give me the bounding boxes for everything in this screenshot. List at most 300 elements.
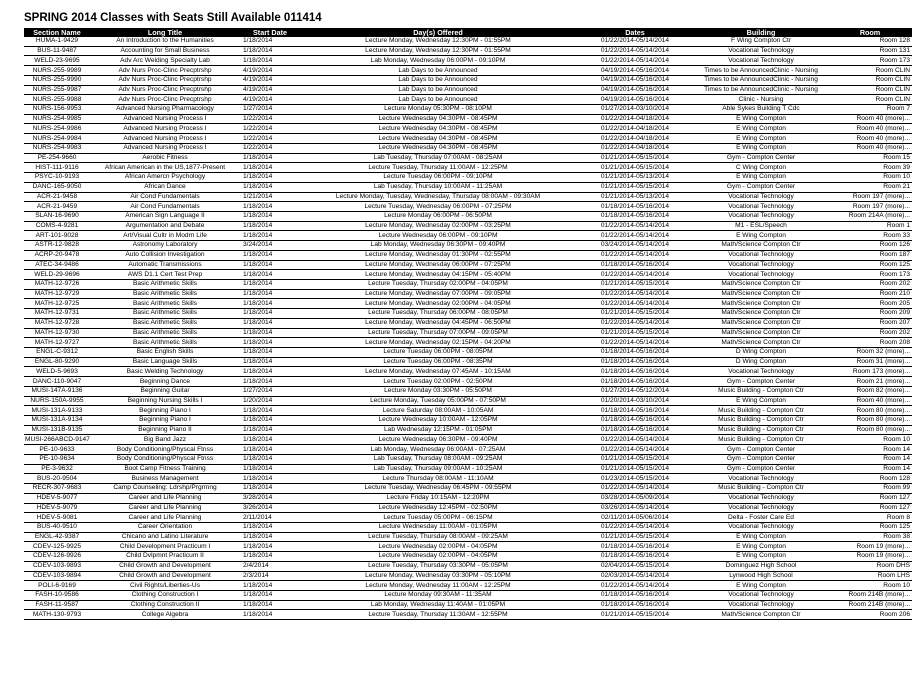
room-cell: Room 131 [828, 46, 912, 56]
dates-cell: 01/21/2014-05/15/2014 [576, 309, 694, 319]
dates-cell: 01/21/2014-05/15/2014 [576, 279, 694, 289]
section-name-cell: NURS-254-9984 [24, 134, 90, 144]
room-cell: Room 173 [828, 56, 912, 66]
start-date-cell: 1/18/2014 [240, 250, 300, 260]
start-date-cell: 1/18/2014 [240, 163, 300, 173]
long-title-cell: Basic Arithmetic Skills [90, 309, 240, 319]
table-row [24, 124, 912, 134]
dates-cell: 01/18/2014-05/16/2014 [576, 600, 694, 610]
table-row [24, 192, 912, 202]
section-name-cell: MATH-12-9729 [24, 289, 90, 299]
days-offered-cell: Lecture Monday, Wednesday 07:00PM - 09:05PM [300, 289, 576, 299]
dates-cell: 01/18/2014-05/16/2014 [576, 357, 694, 367]
dates-cell: 01/21/2014-05/15/2014 [576, 153, 694, 163]
dates-cell: 04/19/2014-05/16/2014 [576, 75, 694, 85]
room-cell: Room 209 [828, 309, 912, 319]
dates-cell: 01/22/2014-05/14/2014 [576, 581, 694, 591]
building-cell: Math/Science Compton Ctr [694, 610, 828, 620]
room-cell: Room 40 (more)... [828, 124, 912, 134]
building-cell: Math/Science Compton Ctr [694, 241, 828, 251]
long-title-cell: An Introduction to the Humanities [90, 37, 240, 46]
days-offered-cell: Lecture Monday, Tuesday 05:00PM - 07:50PM [300, 396, 576, 406]
section-name-cell: ENGL-42-9387 [24, 532, 90, 542]
days-offered-cell: Lecture Monday, Wednesday 02:00PM - 03:25PM [300, 221, 576, 231]
building-cell: E Wing Compton [694, 143, 828, 153]
start-date-cell: 1/18/2014 [240, 279, 300, 289]
section-name-cell: MUSI-131A-9134 [24, 416, 90, 426]
long-title-cell: Adv Nurs Proc-Clinc Precptrshp [90, 85, 240, 95]
room-cell: Room 197 (more)... [828, 192, 912, 202]
room-cell: Room 40 (more)... [828, 396, 912, 406]
building-cell: E Wing Compton [694, 114, 828, 124]
start-date-cell: 1/21/2014 [240, 192, 300, 202]
building-cell: E Wing Compton [694, 134, 828, 144]
start-date-cell: 1/18/2014 [240, 590, 300, 600]
building-cell: Vocational Technology [694, 503, 828, 513]
section-name-cell: BUS-40-9510 [24, 522, 90, 532]
start-date-cell: 2/11/2014 [240, 513, 300, 523]
section-name-cell: SLAN-16-9690 [24, 211, 90, 221]
section-name-cell: ACRP-20-9478 [24, 250, 90, 260]
start-date-cell: 1/18/2014 [240, 309, 300, 319]
section-name-cell: PE-254-9660 [24, 153, 90, 163]
building-cell: Clinic - Nursing [694, 95, 828, 105]
building-cell: E Wing Compton [694, 542, 828, 552]
long-title-cell: Advanced Nursing Process I [90, 134, 240, 144]
section-name-cell: MATH-12-9727 [24, 338, 90, 348]
dates-cell: 01/22/2014-05/14/2014 [576, 338, 694, 348]
long-title-cell: Adv Nurs Proc-Clinc Precptrshp [90, 75, 240, 85]
days-offered-cell: Lecture Wednesday 04:30PM - 08:45PM [300, 124, 576, 134]
table-row [24, 445, 912, 455]
dates-cell: 01/18/2014-05/16/2014 [576, 367, 694, 377]
long-title-cell: Basic Arithmetic Skills [90, 328, 240, 338]
dates-cell: 01/21/2014-05/15/2014 [576, 454, 694, 464]
days-offered-cell: Lab Wednesday 12:15PM - 01:05PM [300, 425, 576, 435]
building-cell: Math/Science Compton Ctr [694, 309, 828, 319]
long-title-cell: Advanced Nursing Process I [90, 114, 240, 124]
long-title-cell: Chicano and Latino Literature [90, 532, 240, 542]
section-name-cell: BUS-20-9504 [24, 474, 90, 484]
dates-cell: 01/18/2014-05/16/2014 [576, 590, 694, 600]
days-offered-cell: Lecture Monday 03:30PM - 05:50PM [300, 386, 576, 396]
dates-cell: 01/18/2014-05/16/2014 [576, 542, 694, 552]
dates-cell: 01/18/2014-05/16/2014 [576, 406, 694, 416]
table-row [24, 318, 912, 328]
section-name-cell: HDEV-5-9079 [24, 503, 90, 513]
dates-cell: 01/22/2014-04/18/2014 [576, 134, 694, 144]
start-date-cell: 1/18/2014 [240, 445, 300, 455]
room-cell: Room 21 [828, 182, 912, 192]
start-date-cell: 1/18/2014 [240, 221, 300, 231]
section-name-cell: DANC-110-9047 [24, 377, 90, 387]
long-title-cell: Basic Language Skills [90, 357, 240, 367]
dates-cell: 01/22/2014-05/14/2014 [576, 318, 694, 328]
room-cell: Room CLIN [828, 75, 912, 85]
start-date-cell: 4/19/2014 [240, 66, 300, 76]
long-title-cell: Auto Collision Investigation [90, 250, 240, 260]
long-title-cell: Career Orientation [90, 522, 240, 532]
section-name-cell: WELD-23-9695 [24, 56, 90, 66]
room-cell: Room 80 (more)... [828, 416, 912, 426]
building-cell: Vocational Technology [694, 202, 828, 212]
section-name-cell: NURS-255-9989 [24, 66, 90, 76]
building-cell: Vocational Technology [694, 56, 828, 66]
building-cell: Vocational Technology [694, 250, 828, 260]
dates-cell: 01/21/2014-05/15/2014 [576, 328, 694, 338]
section-name-cell: NURS-254-9983 [24, 143, 90, 153]
section-name-cell: MATH-12-9726 [24, 279, 90, 289]
table-row [24, 46, 912, 56]
long-title-cell: Clothing Construction I [90, 590, 240, 600]
room-cell: Room 126 [828, 241, 912, 251]
days-offered-cell: Lecture Wednesday 10:00AM - 12:05PM [300, 416, 576, 426]
long-title-cell: Advanced Nursing Pharmacology [90, 105, 240, 115]
table-row [24, 241, 912, 251]
days-offered-cell: Lecture Monday, Wednesday 12:30PM - 01:55PM [300, 46, 576, 56]
start-date-cell: 1/18/2014 [240, 56, 300, 66]
start-date-cell: 1/18/2014 [240, 260, 300, 270]
section-name-cell: MATH-130-9793 [24, 610, 90, 620]
building-cell: Times to be AnnouncedClinic - Nursing [694, 85, 828, 95]
dates-cell: 01/22/2014-05/14/2014 [576, 435, 694, 445]
table-row [24, 406, 912, 416]
table-row [24, 522, 912, 532]
start-date-cell: 3/28/2014 [240, 493, 300, 503]
dates-cell: 01/21/2014-05/15/2014 [576, 610, 694, 620]
room-cell: Room 33 [828, 231, 912, 241]
building-cell: C Wing Compton [694, 163, 828, 173]
section-name-cell: ART-101-9028 [24, 231, 90, 241]
long-title-cell: Air Cond Fundamentals [90, 202, 240, 212]
room-cell: Room 40 (more)... [828, 143, 912, 153]
long-title-cell: Big Band Jazz [90, 435, 240, 445]
building-cell: Vocational Technology [694, 260, 828, 270]
days-offered-cell: Lecture Thursday 08:00AM - 11:10AM [300, 474, 576, 484]
days-offered-cell: Lecture Monday, Wednesday 01:30PM - 02:55PM [300, 250, 576, 260]
table-row [24, 367, 912, 377]
days-offered-cell: Lecture Monday, Wednesday 03:30PM - 05:10PM [300, 571, 576, 581]
table-row [24, 474, 912, 484]
building-cell: Music Building - Compton Ctr [694, 435, 828, 445]
section-name-cell: MATH-12-9725 [24, 299, 90, 309]
long-title-cell: Beginning Piano I [90, 416, 240, 426]
room-cell: Room CLIN [828, 95, 912, 105]
section-name-cell: ENGL-C-9312 [24, 348, 90, 358]
days-offered-cell: Lab Monday, Wednesday 06:30PM - 09:40PM [300, 241, 576, 251]
room-cell: Room LHS [828, 571, 912, 581]
room-cell: Room 128 [828, 474, 912, 484]
start-date-cell: 2/3/2014 [240, 571, 300, 581]
column-header-long-title: Long Title [90, 28, 240, 37]
long-title-cell: Astronomy Laboratory [90, 241, 240, 251]
table-row [24, 173, 912, 183]
room-cell: Room 14 [828, 445, 912, 455]
start-date-cell: 1/18/2014 [240, 338, 300, 348]
building-cell: F Wing Compton Ctr [694, 37, 828, 46]
long-title-cell: Advanced Nursing Process I [90, 124, 240, 134]
long-title-cell: Adv Arc Welding Specialty Lab [90, 56, 240, 66]
long-title-cell: Clothing Construction II [90, 600, 240, 610]
room-cell: Room 1 [828, 221, 912, 231]
building-cell: Gym - Compton Center [694, 182, 828, 192]
table-row [24, 231, 912, 241]
days-offered-cell: Lab Tuesday, Thursday 09:00AM - 10:25AM [300, 464, 576, 474]
table-row [24, 279, 912, 289]
table-row [24, 221, 912, 231]
table-row [24, 416, 912, 426]
room-cell: Room 205 [828, 299, 912, 309]
column-header-dates: Dates [576, 28, 694, 37]
start-date-cell: 4/19/2014 [240, 85, 300, 95]
long-title-cell: Basic English Skills [90, 348, 240, 358]
dates-cell: 01/21/2014-05/15/2014 [576, 532, 694, 542]
days-offered-cell: Lecture Tuesday, Wednesday 06:45PM - 09:55PM [300, 484, 576, 494]
section-name-cell: ATEC-34-9486 [24, 260, 90, 270]
section-name-cell: NURS-255-9987 [24, 85, 90, 95]
building-cell: Vocational Technology [694, 474, 828, 484]
table-row [24, 435, 912, 445]
room-cell: Room 99 [828, 484, 912, 494]
days-offered-cell: Lecture Monday, Tuesday, Wednesday, Thursday 08:00AM - 09:30AM [300, 192, 576, 202]
room-cell: Room 214B (more)... [828, 590, 912, 600]
long-title-cell: Child Development Practicum I [90, 542, 240, 552]
days-offered-cell: Lecture Tuesday 05:00PM - 06:15PM [300, 513, 576, 523]
building-cell: Music Building - Compton Ctr [694, 386, 828, 396]
start-date-cell: 1/18/2014 [240, 416, 300, 426]
table-body [24, 37, 912, 620]
section-name-cell: PE-10-9633 [24, 445, 90, 455]
dates-cell: 01/22/2014-04/18/2014 [576, 124, 694, 134]
table-row [24, 464, 912, 474]
room-cell: Room CLIN [828, 66, 912, 76]
building-cell: E Wing Compton [694, 532, 828, 542]
dates-cell: 01/21/2014-05/15/2014 [576, 182, 694, 192]
days-offered-cell: Lecture Tuesday, Thursday 02:00PM - 04:05PM [300, 279, 576, 289]
dates-cell: 03/24/2014-05/14/2014 [576, 241, 694, 251]
days-offered-cell: Lecture Tuesday, Wednesday 06:00PM - 07:25PM [300, 202, 576, 212]
table-row [24, 153, 912, 163]
room-cell: Room 38 [828, 532, 912, 542]
long-title-cell: Beginning Dance [90, 377, 240, 387]
long-title-cell: African American in the US,1877-Present [90, 163, 240, 173]
building-cell: Vocational Technology [694, 590, 828, 600]
section-name-cell: NURS-255-9990 [24, 75, 90, 85]
start-date-cell: 1/22/2014 [240, 143, 300, 153]
table-row [24, 610, 912, 620]
start-date-cell: 1/22/2014 [240, 124, 300, 134]
long-title-cell: Career and Life Planning [90, 493, 240, 503]
section-name-cell: PE-3-9632 [24, 464, 90, 474]
start-date-cell: 1/18/2014 [240, 231, 300, 241]
start-date-cell: 3/26/2014 [240, 503, 300, 513]
days-offered-cell: Lecture Monday, Wednesday 06:00PM - 07:25PM [300, 260, 576, 270]
column-header-days-offered: Day(s) Offered [300, 28, 576, 37]
start-date-cell: 1/18/2014 [240, 581, 300, 591]
table-row [24, 309, 912, 319]
building-cell: Vocational Technology [694, 46, 828, 56]
start-date-cell: 1/20/2014 [240, 396, 300, 406]
days-offered-cell: Lecture Wednesday 02:00PM - 04:05PM [300, 552, 576, 562]
days-offered-cell: Lecture Wednesday 04:30PM - 08:45PM [300, 143, 576, 153]
dates-cell: 01/21/2014-05/15/2014 [576, 464, 694, 474]
days-offered-cell: Lecture Tuesday, Thursday 11:30AM - 12:55PM [300, 610, 576, 620]
long-title-cell: Civil Rights/Liberties-Us [90, 581, 240, 591]
long-title-cell: Basic Arithmetic Skills [90, 299, 240, 309]
start-date-cell: 1/18/2014 [240, 542, 300, 552]
long-title-cell: Business Management [90, 474, 240, 484]
long-title-cell: Basic Welding Technology [90, 367, 240, 377]
days-offered-cell: Lecture Tuesday 06:00PM - 09:10PM [300, 173, 576, 183]
days-offered-cell: Lecture Tuesday 02:00PM - 02:50PM [300, 377, 576, 387]
start-date-cell: 1/18/2014 [240, 484, 300, 494]
start-date-cell: 1/18/2014 [240, 464, 300, 474]
days-offered-cell: Lecture Tuesday, Thursday 11:00AM - 12:25PM [300, 163, 576, 173]
section-name-cell: MUSI-147A-9136 [24, 386, 90, 396]
room-cell: Room 15 [828, 153, 912, 163]
long-title-cell: African Amercn Psychology [90, 173, 240, 183]
dates-cell: 01/22/2014-05/14/2014 [576, 37, 694, 46]
days-offered-cell: Lecture Monday 05:30PM - 08:10PM [300, 105, 576, 115]
start-date-cell: 1/22/2014 [240, 134, 300, 144]
section-name-cell: HDEV-5-9077 [24, 493, 90, 503]
building-cell: Gym - Compton Center [694, 454, 828, 464]
building-cell: Times to be AnnouncedClinic - Nursing [694, 66, 828, 76]
dates-cell: 01/21/2014-05/13/2014 [576, 192, 694, 202]
dates-cell: 01/21/2014-05/13/2014 [576, 173, 694, 183]
long-title-cell: Body Conditioning/Physcal Ftnss [90, 454, 240, 464]
long-title-cell: Beginning Piano II [90, 425, 240, 435]
start-date-cell: 1/18/2014 [240, 153, 300, 163]
room-cell: Room 14 [828, 454, 912, 464]
start-date-cell: 1/18/2014 [240, 299, 300, 309]
section-name-cell: BUS-11-9487 [24, 46, 90, 56]
section-name-cell: MATH-12-9730 [24, 328, 90, 338]
section-name-cell: DANC-165-9050 [24, 182, 90, 192]
room-cell: Room 125 [828, 522, 912, 532]
section-name-cell: NURS-255-9988 [24, 95, 90, 105]
section-name-cell: WELD-29-9696 [24, 270, 90, 280]
building-cell: Math/Science Compton Ctr [694, 318, 828, 328]
building-cell: Gym - Compton Center [694, 377, 828, 387]
section-name-cell: CDEV-126-9926 [24, 552, 90, 562]
building-cell: Math/Science Compton Ctr [694, 338, 828, 348]
section-name-cell: ACR-21-9458 [24, 192, 90, 202]
room-cell: Room 173 (more)... [828, 367, 912, 377]
long-title-cell: Beginning Piano I [90, 406, 240, 416]
building-cell: Gym - Compton Center [694, 464, 828, 474]
building-cell: Dominguez High School [694, 561, 828, 571]
table-row [24, 211, 912, 221]
room-cell: Room 125 [828, 260, 912, 270]
dates-cell: 02/04/2014-05/15/2014 [576, 561, 694, 571]
section-name-cell: CDEV-103-9894 [24, 571, 90, 581]
table-row [24, 532, 912, 542]
building-cell: Music Building - Compton Ctr [694, 416, 828, 426]
dates-cell: 03/28/2014-05/09/2014 [576, 493, 694, 503]
start-date-cell: 1/18/2014 [240, 377, 300, 387]
building-cell: Able Sykes Building T Cdc [694, 105, 828, 115]
long-title-cell: Boot Camp Fitness Training [90, 464, 240, 474]
long-title-cell: Adv Nurs Proc-Clinc Precptrshp [90, 95, 240, 105]
table-row [24, 513, 912, 523]
start-date-cell: 1/18/2014 [240, 610, 300, 620]
table-row [24, 338, 912, 348]
room-cell: Room 10 [828, 435, 912, 445]
long-title-cell: Basic Arithmetic Skills [90, 289, 240, 299]
dates-cell: 04/19/2014-05/16/2014 [576, 85, 694, 95]
building-cell: Music Building - Compton Ctr [694, 425, 828, 435]
room-cell: Room 19 (more)... [828, 552, 912, 562]
room-cell: Room 80 (more)... [828, 406, 912, 416]
dates-cell: 04/19/2014-05/16/2014 [576, 66, 694, 76]
days-offered-cell: Lab Days to be Announced [300, 85, 576, 95]
section-name-cell: ASTR-12-9828 [24, 241, 90, 251]
dates-cell: 01/22/2014-05/14/2014 [576, 445, 694, 455]
room-cell: Room 214B (more)... [828, 600, 912, 610]
section-name-cell: NURS-254-9985 [24, 114, 90, 124]
dates-cell: 01/22/2014-05/14/2014 [576, 56, 694, 66]
table-row [24, 542, 912, 552]
dates-cell: 01/18/2014-05/16/2014 [576, 260, 694, 270]
building-cell: Vocational Technology [694, 493, 828, 503]
room-cell: Room 8 [828, 513, 912, 523]
building-cell: Vocational Technology [694, 367, 828, 377]
section-name-cell: POLI-6-9169 [24, 581, 90, 591]
start-date-cell: 1/18/2014 [240, 552, 300, 562]
long-title-cell: Body Conditioning/Physcal Ftnss [90, 445, 240, 455]
days-offered-cell: Lecture Tuesday 06:00PM - 08:05PM [300, 348, 576, 358]
start-date-cell: 1/18/2014 [240, 522, 300, 532]
start-date-cell: 1/18/2014 [240, 173, 300, 183]
days-offered-cell: Lecture Tuesday 06:00PM - 08:35PM [300, 357, 576, 367]
dates-cell: 01/18/2014-05/16/2014 [576, 425, 694, 435]
header-row [24, 28, 912, 37]
long-title-cell: Air Cond Fundamentals [90, 192, 240, 202]
table-row [24, 163, 912, 173]
days-offered-cell: Lecture Wednesday 12:45PM - 02:50PM [300, 503, 576, 513]
long-title-cell: College Algebra [90, 610, 240, 620]
days-offered-cell: Lecture Wednesday 02:00PM - 04:05PM [300, 542, 576, 552]
start-date-cell: 1/27/2014 [240, 105, 300, 115]
building-cell: E Wing Compton [694, 231, 828, 241]
days-offered-cell: Lecture Wednesday 04:30PM - 08:45PM [300, 114, 576, 124]
long-title-cell: Beginning Nursing Skills I [90, 396, 240, 406]
start-date-cell: 1/18/2014 [240, 435, 300, 445]
table-row [24, 484, 912, 494]
room-cell: Room 19 (more)... [828, 542, 912, 552]
table-row [24, 85, 912, 95]
long-title-cell: Camp Counseling: Ldrshp/Prgrmng [90, 484, 240, 494]
section-name-cell: HDEV-5-9081 [24, 513, 90, 523]
room-cell: Room 82 (more)... [828, 386, 912, 396]
building-cell: E Wing Compton [694, 173, 828, 183]
dates-cell: 01/22/2014-05/14/2014 [576, 522, 694, 532]
days-offered-cell: Lab Monday, Wednesday 06:00PM - 09:10PM [300, 56, 576, 66]
dates-cell: 01/18/2014-05/16/2014 [576, 202, 694, 212]
days-offered-cell: Lecture Wednesday 06:00PM - 09:10PM [300, 231, 576, 241]
section-name-cell: MATH-12-9731 [24, 309, 90, 319]
start-date-cell: 1/18/2014 [240, 289, 300, 299]
dates-cell: 01/22/2014-05/14/2014 [576, 231, 694, 241]
days-offered-cell: Lecture Wednesday 11:00AM - 01:05PM [300, 522, 576, 532]
table-row [24, 289, 912, 299]
building-cell: Lynwood High School [694, 571, 828, 581]
section-name-cell: NURS-150A-9955 [24, 396, 90, 406]
dates-cell: 02/11/2014-05/06/2014 [576, 513, 694, 523]
start-date-cell: 1/18/2014 [240, 37, 300, 46]
dates-cell: 02/03/2014-05/14/2014 [576, 571, 694, 581]
